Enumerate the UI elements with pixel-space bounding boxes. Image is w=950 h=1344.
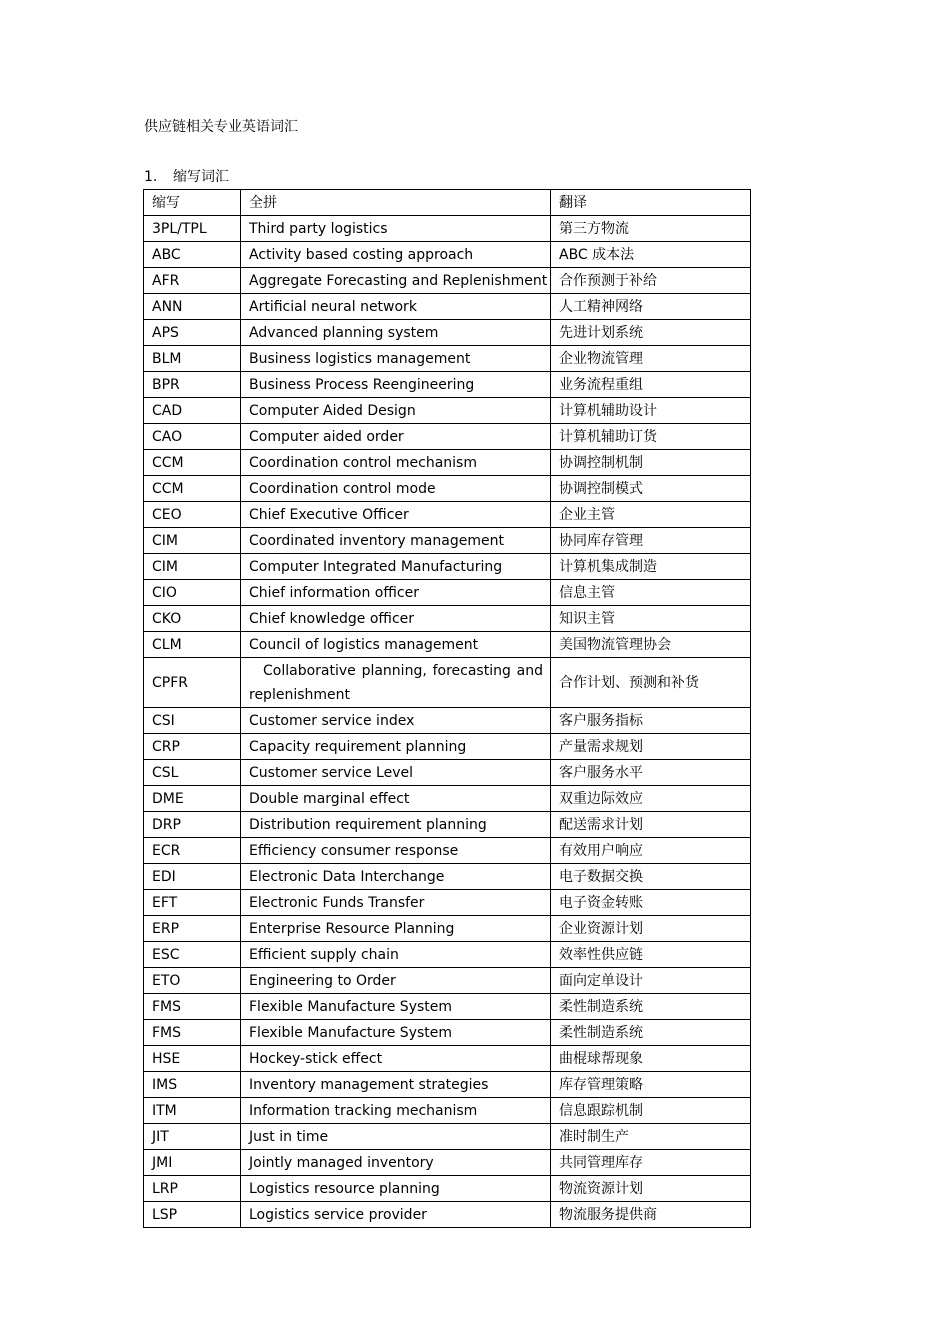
table-row — [144, 398, 751, 424]
table-row — [144, 942, 751, 968]
cell-full: Chief Executive Officer — [241, 502, 551, 528]
cell-translation: 信息主管 — [551, 580, 751, 606]
cell-translation: 双重边际效应 — [551, 786, 751, 812]
section-number: 1. — [144, 169, 158, 185]
table-row — [144, 734, 751, 760]
cell-abbr: EDI — [144, 864, 241, 890]
cell-full: Engineering to Order — [241, 968, 551, 994]
table-row — [144, 786, 751, 812]
cell-translation: 共同管理库存 — [551, 1150, 751, 1176]
table-row — [144, 424, 751, 450]
cell-abbr: ECR — [144, 838, 241, 864]
cell-full: Logistics resource planning — [241, 1176, 551, 1202]
cell-full: Computer aided order — [241, 424, 551, 450]
table-row — [144, 708, 751, 734]
cell-abbr: FMS — [144, 1020, 241, 1046]
cell-abbr: CPFR — [144, 658, 241, 708]
table-row — [144, 268, 751, 294]
header-full: 全拼 — [241, 190, 551, 216]
document-title: 供应链相关专业英语词汇 — [144, 119, 298, 135]
table-row — [144, 294, 751, 320]
cell-full: Logistics service provider — [241, 1202, 551, 1228]
table-row — [144, 760, 751, 786]
cell-translation: 协调控制模式 — [551, 476, 751, 502]
cell-full: Business Process Reengineering — [241, 372, 551, 398]
table-row — [144, 1098, 751, 1124]
cell-full: Efficient supply chain — [241, 942, 551, 968]
cell-full: Electronic Funds Transfer — [241, 890, 551, 916]
cell-abbr: ANN — [144, 294, 241, 320]
table-row — [144, 1150, 751, 1176]
cell-full — [241, 658, 551, 708]
cell-abbr: BLM — [144, 346, 241, 372]
cell-translation: 人工精神网络 — [551, 294, 751, 320]
cell-translation: 合作计划、预测和补货 — [551, 658, 751, 708]
cell-abbr: CAD — [144, 398, 241, 424]
cell-abbr: ERP — [144, 916, 241, 942]
cell-full: Efficiency consumer response — [241, 838, 551, 864]
cell-translation: 效率性供应链 — [551, 942, 751, 968]
cell-translation: 电子资金转账 — [551, 890, 751, 916]
cell-full: Just in time — [241, 1124, 551, 1150]
table-row — [144, 372, 751, 398]
section-title: 缩写词汇 — [173, 169, 229, 185]
cell-translation: 库存管理策略 — [551, 1072, 751, 1098]
cell-abbr: CKO — [144, 606, 241, 632]
table-row — [144, 580, 751, 606]
cell-full: Information tracking mechanism — [241, 1098, 551, 1124]
cell-translation: 企业资源计划 — [551, 916, 751, 942]
cell-translation: 产量需求规划 — [551, 734, 751, 760]
cell-full: Council of logistics management — [241, 632, 551, 658]
cell-abbr: ABC — [144, 242, 241, 268]
cell-translation: 计算机集成制造 — [551, 554, 751, 580]
table-row — [144, 346, 751, 372]
table-row — [144, 216, 751, 242]
header-translation: 翻译 — [551, 190, 751, 216]
cell-full: Coordination control mode — [241, 476, 551, 502]
cell-abbr: CEO — [144, 502, 241, 528]
cell-abbr: IMS — [144, 1072, 241, 1098]
cell-translation: 准时制生产 — [551, 1124, 751, 1150]
cell-abbr: CIM — [144, 554, 241, 580]
cell-abbr: ITM — [144, 1098, 241, 1124]
cell-translation: 信息跟踪机制 — [551, 1098, 751, 1124]
table-row — [144, 968, 751, 994]
cell-abbr: EFT — [144, 890, 241, 916]
cell-translation: 计算机辅助订货 — [551, 424, 751, 450]
table-row — [144, 450, 751, 476]
cell-translation: 有效用户响应 — [551, 838, 751, 864]
cell-full: Computer Integrated Manufacturing — [241, 554, 551, 580]
table-row — [144, 916, 751, 942]
cell-translation: 第三方物流 — [551, 216, 751, 242]
table-row — [144, 1046, 751, 1072]
cell-abbr: CRP — [144, 734, 241, 760]
cell-full: Chief knowledge officer — [241, 606, 551, 632]
cell-full: Hockey-stick effect — [241, 1046, 551, 1072]
cell-translation: 先进计划系统 — [551, 320, 751, 346]
cell-full: Coordinated inventory management — [241, 528, 551, 554]
cell-full: Capacity requirement planning — [241, 734, 551, 760]
cell-full: Activity based costing approach — [241, 242, 551, 268]
cell-translation: 客户服务水平 — [551, 760, 751, 786]
cell-abbr: FMS — [144, 994, 241, 1020]
cell-translation: 客户服务指标 — [551, 708, 751, 734]
table-row — [144, 864, 751, 890]
cell-translation: 电子数据交换 — [551, 864, 751, 890]
cell-abbr: JMI — [144, 1150, 241, 1176]
cell-abbr: CIM — [144, 528, 241, 554]
cell-full: Aggregate Forecasting and Replenishment — [241, 268, 551, 294]
cell-abbr: DRP — [144, 812, 241, 838]
header-abbr: 缩写 — [144, 190, 241, 216]
cell-abbr: CCM — [144, 450, 241, 476]
cell-translation: 知识主管 — [551, 606, 751, 632]
cell-abbr: DME — [144, 786, 241, 812]
table-row — [144, 1176, 751, 1202]
cell-translation: 计算机辅助设计 — [551, 398, 751, 424]
cell-abbr: LRP — [144, 1176, 241, 1202]
cell-abbr: CIO — [144, 580, 241, 606]
table-header-row — [144, 190, 751, 216]
table-row — [144, 242, 751, 268]
cell-abbr: CSL — [144, 760, 241, 786]
cell-full: Chief information officer — [241, 580, 551, 606]
cell-full: Flexible Manufacture System — [241, 994, 551, 1020]
table-row — [144, 812, 751, 838]
cell-full: Electronic Data Interchange — [241, 864, 551, 890]
cell-full: Advanced planning system — [241, 320, 551, 346]
cell-translation: 协同库存管理 — [551, 528, 751, 554]
cell-translation: 业务流程重组 — [551, 372, 751, 398]
cell-translation: 柔性制造系统 — [551, 1020, 751, 1046]
table-row — [144, 320, 751, 346]
cell-abbr: HSE — [144, 1046, 241, 1072]
table-row — [144, 1124, 751, 1150]
cell-abbr: APS — [144, 320, 241, 346]
section-heading — [144, 167, 229, 187]
table-row — [144, 554, 751, 580]
cell-translation: 企业主管 — [551, 502, 751, 528]
cell-full: Third party logistics — [241, 216, 551, 242]
table-row — [144, 994, 751, 1020]
cell-abbr: CAO — [144, 424, 241, 450]
table-row — [144, 632, 751, 658]
cell-translation: 美国物流管理协会 — [551, 632, 751, 658]
table-row — [144, 476, 751, 502]
cell-full: Computer Aided Design — [241, 398, 551, 424]
abbreviation-table — [143, 189, 751, 1228]
cell-abbr: CCM — [144, 476, 241, 502]
cell-translation: 物流服务提供商 — [551, 1202, 751, 1228]
cell-translation: 协调控制机制 — [551, 450, 751, 476]
cell-full: Business logistics management — [241, 346, 551, 372]
cell-full-text: Collaborative planning, forecasting and replenishment — [249, 662, 543, 703]
cell-abbr: BPR — [144, 372, 241, 398]
table-row — [144, 1072, 751, 1098]
cell-abbr: CSI — [144, 708, 241, 734]
table-row — [144, 1202, 751, 1228]
cell-abbr: ETO — [144, 968, 241, 994]
cell-translation: 曲棍球帮现象 — [551, 1046, 751, 1072]
cell-full: Customer service Level — [241, 760, 551, 786]
cell-full: Jointly managed inventory — [241, 1150, 551, 1176]
table-row — [144, 606, 751, 632]
table-row — [144, 528, 751, 554]
table-row — [144, 502, 751, 528]
cell-full: Coordination control mechanism — [241, 450, 551, 476]
cell-translation: 面向定单设计 — [551, 968, 751, 994]
cell-translation: 柔性制造系统 — [551, 994, 751, 1020]
cell-translation: 企业物流管理 — [551, 346, 751, 372]
cell-translation: 合作预测于补给 — [551, 268, 751, 294]
cell-full: Inventory management strategies — [241, 1072, 551, 1098]
cell-abbr: LSP — [144, 1202, 241, 1228]
table-row — [144, 658, 751, 708]
cell-full: Artificial neural network — [241, 294, 551, 320]
cell-full: Customer service index — [241, 708, 551, 734]
table-row — [144, 1020, 751, 1046]
cell-full: Distribution requirement planning — [241, 812, 551, 838]
cell-abbr: ESC — [144, 942, 241, 968]
cell-full: Double marginal effect — [241, 786, 551, 812]
cell-abbr: AFR — [144, 268, 241, 294]
table-row — [144, 838, 751, 864]
cell-translation: 配送需求计划 — [551, 812, 751, 838]
cell-abbr: 3PL/TPL — [144, 216, 241, 242]
cell-abbr: JIT — [144, 1124, 241, 1150]
table-row — [144, 890, 751, 916]
cell-abbr: CLM — [144, 632, 241, 658]
cell-full: Flexible Manufacture System — [241, 1020, 551, 1046]
cell-translation: ABC 成本法 — [551, 242, 751, 268]
cell-translation: 物流资源计划 — [551, 1176, 751, 1202]
cell-full: Enterprise Resource Planning — [241, 916, 551, 942]
